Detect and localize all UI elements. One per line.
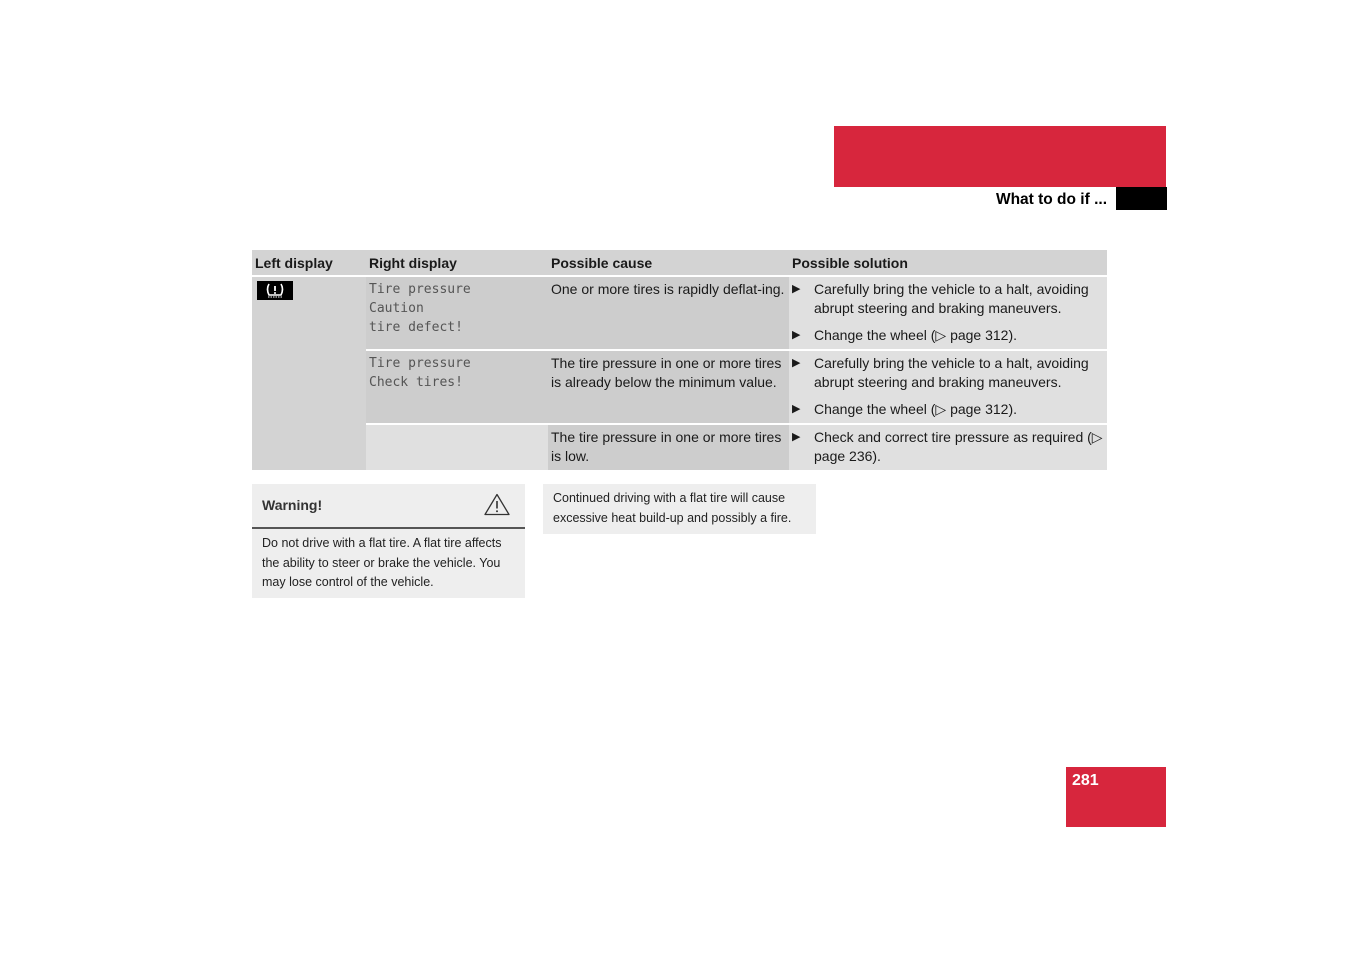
note-box: Continued driving with a flat tire will cause excessive heat build-up and possibly a fire. [543, 484, 816, 534]
column-header-possible-cause: Possible cause [548, 250, 789, 276]
table-row [252, 350, 1107, 424]
display-message-line: Check tires! [369, 375, 463, 390]
tire-pressure-messages-table [252, 250, 1107, 470]
possible-solution-cell [789, 276, 1107, 350]
warning-text: Do not drive with a flat tire. A flat tire affects the ability to steer or brake the vehicle. You may lose control of the vehicle. [262, 536, 502, 589]
left-display-cell [252, 276, 366, 470]
right-display-cell [366, 424, 548, 470]
table-row [252, 424, 1107, 470]
solution-item: ▶ Carefully bring the vehicle to a halt, avoiding abrupt steering and braking maneuvers. [792, 355, 1089, 390]
display-message-line: Tire pressure [369, 282, 471, 297]
section-tab-marker [1116, 187, 1167, 210]
column-header-right-display: Right display [366, 250, 548, 276]
table-header-row [252, 250, 1107, 276]
warning-title: Warning! [262, 497, 323, 513]
bullet-arrow-icon: ▶ [792, 357, 801, 369]
bullet-arrow-icon: ▶ [792, 431, 801, 443]
possible-solution-cell [789, 424, 1107, 470]
page-number-tab [1066, 767, 1166, 827]
bullet-arrow-icon: ▶ [792, 403, 801, 415]
solution-item: ▶ Change the wheel (▷ page 312). [792, 327, 1018, 343]
possible-solution-cell [789, 350, 1107, 424]
section-title: Practical hints [1175, 159, 1292, 178]
warning-box [252, 484, 525, 598]
solution-item: ▶ Check and correct tire pressure as required (▷ page 236). [792, 429, 1103, 464]
right-display-cell [366, 276, 548, 350]
column-header-possible-solution: Possible solution [789, 250, 1107, 276]
right-display-cell [366, 350, 548, 424]
subsection-title: What to do if ... [995, 191, 1107, 208]
possible-cause-cell: One or more tires is rapidly deflat-ing. [548, 276, 789, 350]
table-row [252, 276, 1107, 350]
warning-triangle-icon [484, 493, 510, 521]
solution-item: ▶ Carefully bring the vehicle to a halt, avoiding abrupt steering and braking maneuvers. [792, 281, 1089, 316]
solution-item: ▶ Change the wheel (▷ page 312). [792, 401, 1018, 417]
display-message-line: Tire pressure [369, 356, 471, 371]
page-number: 281 [1072, 772, 1099, 789]
possible-cause-cell: The tire pressure in one or more tires is low. [548, 424, 789, 470]
bullet-arrow-icon: ▶ [792, 329, 801, 341]
display-message-line: tire defect! [369, 320, 463, 335]
possible-cause-cell: The tire pressure in one or more tires is already below the minimum value. [548, 350, 789, 424]
warning-header [252, 484, 525, 529]
tire-pressure-warning-icon [257, 281, 293, 300]
section-header-bar [834, 126, 1166, 187]
display-message-line: Caution [369, 301, 424, 316]
bullet-arrow-icon: ▶ [792, 283, 801, 295]
column-header-left-display: Left display [252, 250, 366, 276]
